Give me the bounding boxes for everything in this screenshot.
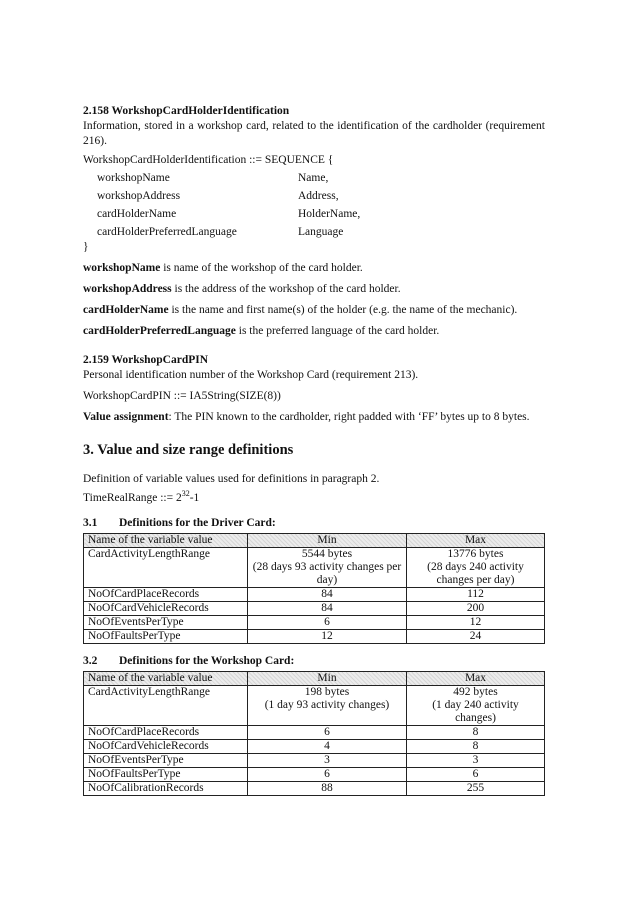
- definition-term: workshopAddress: [83, 283, 172, 295]
- cell-name: NoOfEventsPerType: [84, 754, 248, 768]
- document-page: [83, 104, 545, 796]
- table-row: [84, 740, 545, 754]
- section-intro-2-158: Information, stored in a workshop card, related to the identification of the cardholder (requirement 216).: [83, 120, 545, 147]
- cell-name: NoOfCardPlaceRecords: [84, 726, 248, 740]
- definition-line: [83, 324, 545, 339]
- table-row: [84, 588, 545, 602]
- cell-max: [407, 686, 545, 726]
- table-row: [84, 782, 545, 796]
- table-number: 3.1: [83, 517, 98, 529]
- range-tail: -1: [189, 492, 200, 504]
- section-intro-2-159: Personal identification number of the Workshop Card (requirement 213).: [83, 369, 419, 381]
- cell-max-value: 13776 bytes: [447, 548, 504, 560]
- cell-min: 6: [248, 726, 407, 740]
- table-heading-3-1: [83, 516, 545, 531]
- definition-line: [83, 303, 545, 318]
- cell-max-value: 492 bytes: [453, 686, 498, 698]
- table-header-row: [84, 534, 545, 548]
- sequence-open: WorkshopCardHolderIdentification ::= SEQUENCE {: [83, 154, 334, 166]
- value-assignment-term: Value assignment: [83, 411, 169, 423]
- range-exponent: 32: [181, 489, 190, 498]
- table-row: [84, 686, 545, 726]
- definition-line: [83, 282, 545, 297]
- pin-syntax: WorkshopCardPIN ::= IA5String(SIZE(8)): [83, 390, 281, 402]
- cell-name: NoOfCardPlaceRecords: [84, 588, 248, 602]
- table-row: [84, 630, 545, 644]
- workshop-card-table: [83, 671, 545, 796]
- table-title: Definitions for the Workshop Card:: [119, 655, 295, 667]
- cell-name: NoOfCardVehicleRecords: [84, 740, 248, 754]
- header-min: Min: [248, 534, 407, 548]
- cell-max: 200: [407, 602, 545, 616]
- cell-name: NoOfCardVehicleRecords: [84, 602, 248, 616]
- header-max: Max: [407, 534, 545, 548]
- definition-text: is the preferred language of the card holder.: [235, 325, 440, 337]
- header-max: Max: [407, 672, 545, 686]
- table-heading-3-2: [83, 654, 545, 669]
- cell-name: CardActivityLengthRange: [84, 548, 248, 588]
- definition-term: workshopName: [83, 262, 161, 274]
- field-type: HolderName,: [298, 208, 361, 220]
- cell-name: NoOfCalibrationRecords: [84, 782, 248, 796]
- cell-min: [248, 686, 407, 726]
- field-name: cardHolderName: [97, 208, 177, 220]
- section-heading-2-159: 2.159 WorkshopCardPIN: [83, 354, 209, 366]
- field-type: Language: [298, 226, 344, 238]
- cell-max: 8: [407, 726, 545, 740]
- cell-name: CardActivityLengthRange: [84, 686, 248, 726]
- header-min: Min: [248, 672, 407, 686]
- cell-name: NoOfFaultsPerType: [84, 768, 248, 782]
- cell-min: 6: [248, 768, 407, 782]
- table-row: [84, 616, 545, 630]
- time-real-range: [83, 491, 545, 506]
- chapter-intro-3: Definition of variable values used for definitions in paragraph 2.: [83, 473, 380, 485]
- definition-text: is the address of the workshop of the card holder.: [171, 283, 401, 295]
- driver-card-table: [83, 533, 545, 644]
- range-base: TimeRealRange ::= 2: [83, 492, 182, 504]
- cell-name: NoOfEventsPerType: [84, 616, 248, 630]
- table-row: [84, 768, 545, 782]
- field-name: workshopAddress: [97, 190, 181, 202]
- sequence-close: }: [83, 241, 89, 253]
- cell-max-note: (28 days 240 activity changes per day): [427, 561, 524, 586]
- cell-max: 12: [407, 616, 545, 630]
- table-row: [84, 726, 545, 740]
- field-name: cardHolderPreferredLanguage: [97, 226, 237, 238]
- chapter-heading-3: 3. Value and size range definitions: [83, 442, 294, 458]
- definition-line: [83, 261, 545, 276]
- cell-max: [407, 548, 545, 588]
- table-row: [84, 754, 545, 768]
- cell-max-note: (1 day 240 activity changes): [432, 699, 519, 724]
- cell-max: 112: [407, 588, 545, 602]
- table-header-row: [84, 672, 545, 686]
- definition-text: is the name and first name(s) of the holder (e.g. the name of the mechanic).: [168, 304, 518, 316]
- cell-min: 6: [248, 616, 407, 630]
- cell-min: 4: [248, 740, 407, 754]
- cell-min: 84: [248, 588, 407, 602]
- cell-max: 3: [407, 754, 545, 768]
- definition-term: cardHolderName: [83, 304, 169, 316]
- sequence-fields: [97, 171, 545, 240]
- header-name: Name of the variable value: [84, 534, 248, 548]
- field-type: Address,: [298, 190, 339, 202]
- cell-min: 3: [248, 754, 407, 768]
- field-type: Name,: [298, 172, 329, 184]
- section-heading-2-158: 2.158 WorkshopCardHolderIdentification: [83, 105, 290, 117]
- table-row: [84, 602, 545, 616]
- cell-min: [248, 548, 407, 588]
- table-number: 3.2: [83, 655, 98, 667]
- value-assignment-text: : The PIN known to the cardholder, right padded with ‘FF’ bytes up to 8 bytes.: [168, 411, 530, 423]
- definition-term: cardHolderPreferredLanguage: [83, 325, 236, 337]
- cell-min-value: 198 bytes: [304, 686, 350, 698]
- definition-text: is name of the workshop of the card holder.: [160, 262, 363, 274]
- cell-min: 12: [248, 630, 407, 644]
- cell-min: 88: [248, 782, 407, 796]
- header-name: Name of the variable value: [84, 672, 248, 686]
- cell-max: 24: [407, 630, 545, 644]
- cell-min-note: (1 day 93 activity changes): [264, 699, 390, 711]
- table-row: [84, 548, 545, 588]
- cell-min-value: 5544 bytes: [301, 548, 353, 560]
- field-name: workshopName: [97, 172, 170, 184]
- cell-min: 84: [248, 602, 407, 616]
- cell-max: 255: [407, 782, 545, 796]
- cell-max: 6: [407, 768, 545, 782]
- value-assignment: [83, 410, 545, 425]
- cell-min-note: (28 days 93 activity changes per day): [252, 561, 402, 586]
- cell-max: 8: [407, 740, 545, 754]
- cell-name: NoOfFaultsPerType: [84, 630, 248, 644]
- table-title: Definitions for the Driver Card:: [119, 517, 276, 529]
